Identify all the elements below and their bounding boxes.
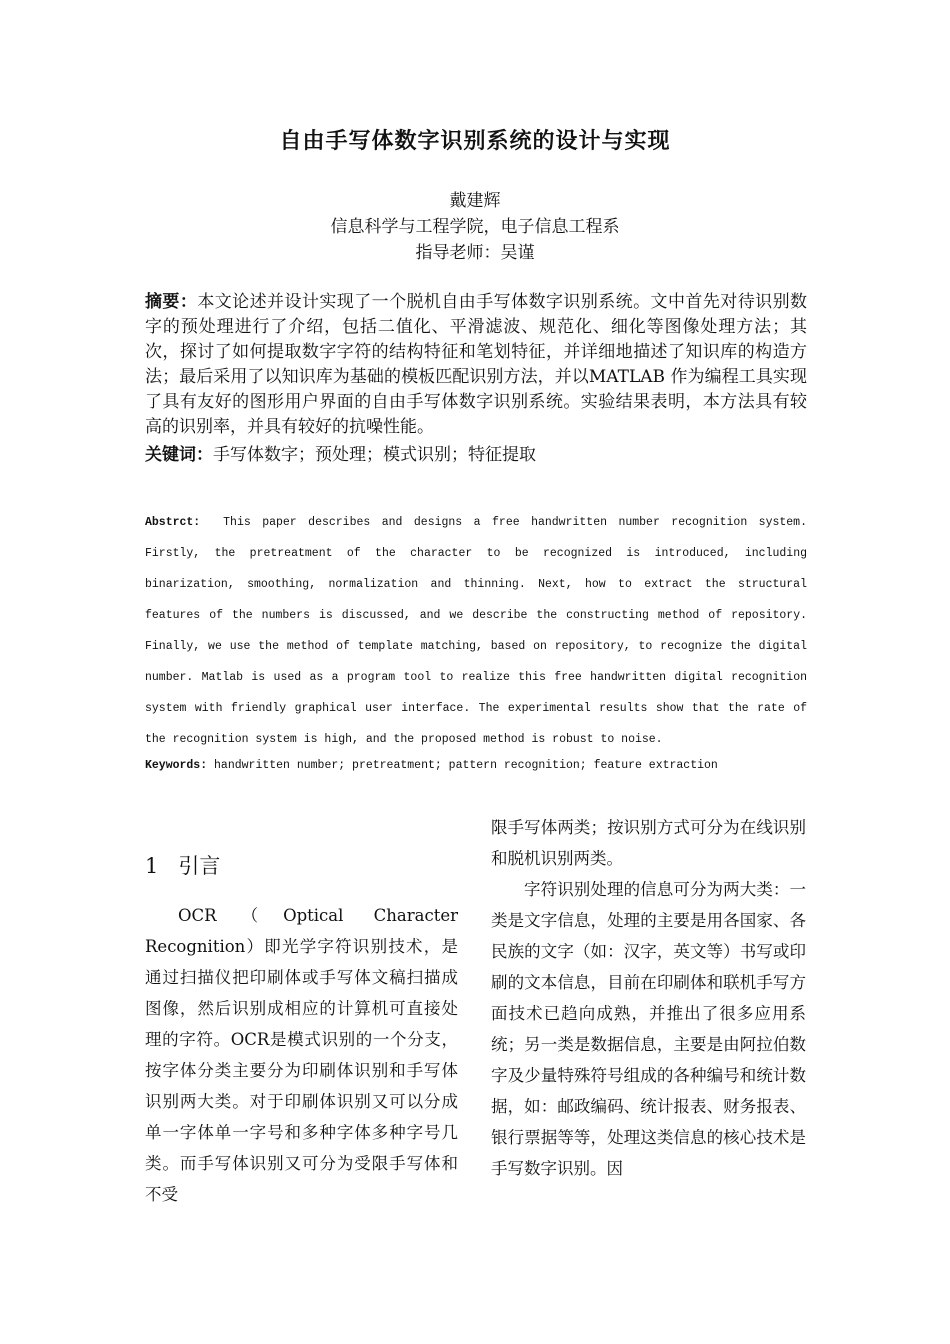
left-column [145, 900, 458, 1210]
keywords-chinese [145, 443, 807, 468]
abstract-label: 摘要： [145, 292, 198, 312]
right-column [491, 812, 806, 1184]
abstract-english [145, 507, 807, 755]
author-affiliation: 信息科学与工程学院，电子信息工程系 [330, 217, 620, 237]
paper-title: 自由手写体数字识别系统的设计与实现 [279, 129, 671, 154]
abstract-en-text: This paper describes and designs a free handwritten number recognition system. Firstly, the pretreatment of the character to be recognized is introduced, including binarization, smoothing, normalization and thinning. Next, how to extract the structural features of the numbers is discussed, and we describe the constructing method of repository. Finally, we use the method of template matching, based on repository, to recognize the digital number. Matlab is used as a program tool to realize this free handwritten digital recognition system with friendly graphical user interface. The experimental results show that the rate of the recognition system is high, and the proposed method is robust to noise. [145, 516, 807, 746]
keywords-label: 关键词： [145, 445, 213, 465]
abstract-chinese [145, 290, 807, 440]
author-block [0, 188, 950, 266]
body-paragraph-continuation: 限手写体两类；按识别方式可分为在线识别和脱机识别两类。 [491, 818, 806, 868]
section-number: 1 [145, 854, 159, 878]
section-title: 引言 [178, 854, 221, 878]
keywords-en-label: Keywords: [145, 759, 208, 772]
keywords-english [145, 756, 807, 776]
abstract-text: 本文论述并设计实现了一个脱机自由手写体数字识别系统。文中首先对待识别数字的预处理进行了介绍，包括二值化、平滑滤波、规范化、细化等图像处理方法；其次，探讨了如何提取数字字符的结构特征和笔划特征，并详细地描述了知识库的构造方法；最后采用了以知识库为基础的模板匹配识别方法，并以MATLAB 作为编程工具实现了具有友好的图形用户界面的自由手写体数字识别系统。实验结果表明，本方法具有较高的识别率，并具有较好的抗噪性能。 [145, 292, 808, 437]
section-heading [145, 850, 220, 880]
body-paragraph: 字符识别处理的信息可分为两大类：一类是文字信息，处理的主要是用各国家、各民族的文字（如：汉字，英文等）书写或印刷的文本信息，目前在印刷体和联机手写方面技术已趋向成熟，并推出了很多应用系统；另一类是数据信息，主要是由阿拉伯数字及少量特殊符号组成的各种编号和统计数据，如：邮政编码、统计报表、财务报表、银行票据等等，处理这类信息的核心技术是手写数字识别。因 [491, 880, 806, 1178]
keywords-text: 手写体数字；预处理；模式识别；特征提取 [213, 445, 536, 465]
body-paragraph: OCR（Optical Character Recognition）即光学字符识别技术，是通过扫描仪把印刷体或手写体文稿扫描成图像，然后识别成相应的计算机可直接处理的字符。OCR是模式识别的一个分支，按字体分类主要分为印刷体识别和手写体识别两大类。对于印刷体识别又可以分成单一字体单一字号和多种字体多种字号几类。而手写体识别又可分为受限手写体和不受 [145, 906, 458, 1204]
keywords-en-text: handwritten number; pretreatment; pattern recognition; feature extraction [214, 759, 718, 772]
abstract-en-label: Abstrct: [145, 516, 201, 529]
author-name: 戴建辉 [449, 191, 501, 211]
advisor: 指导老师：吴谨 [415, 243, 535, 263]
